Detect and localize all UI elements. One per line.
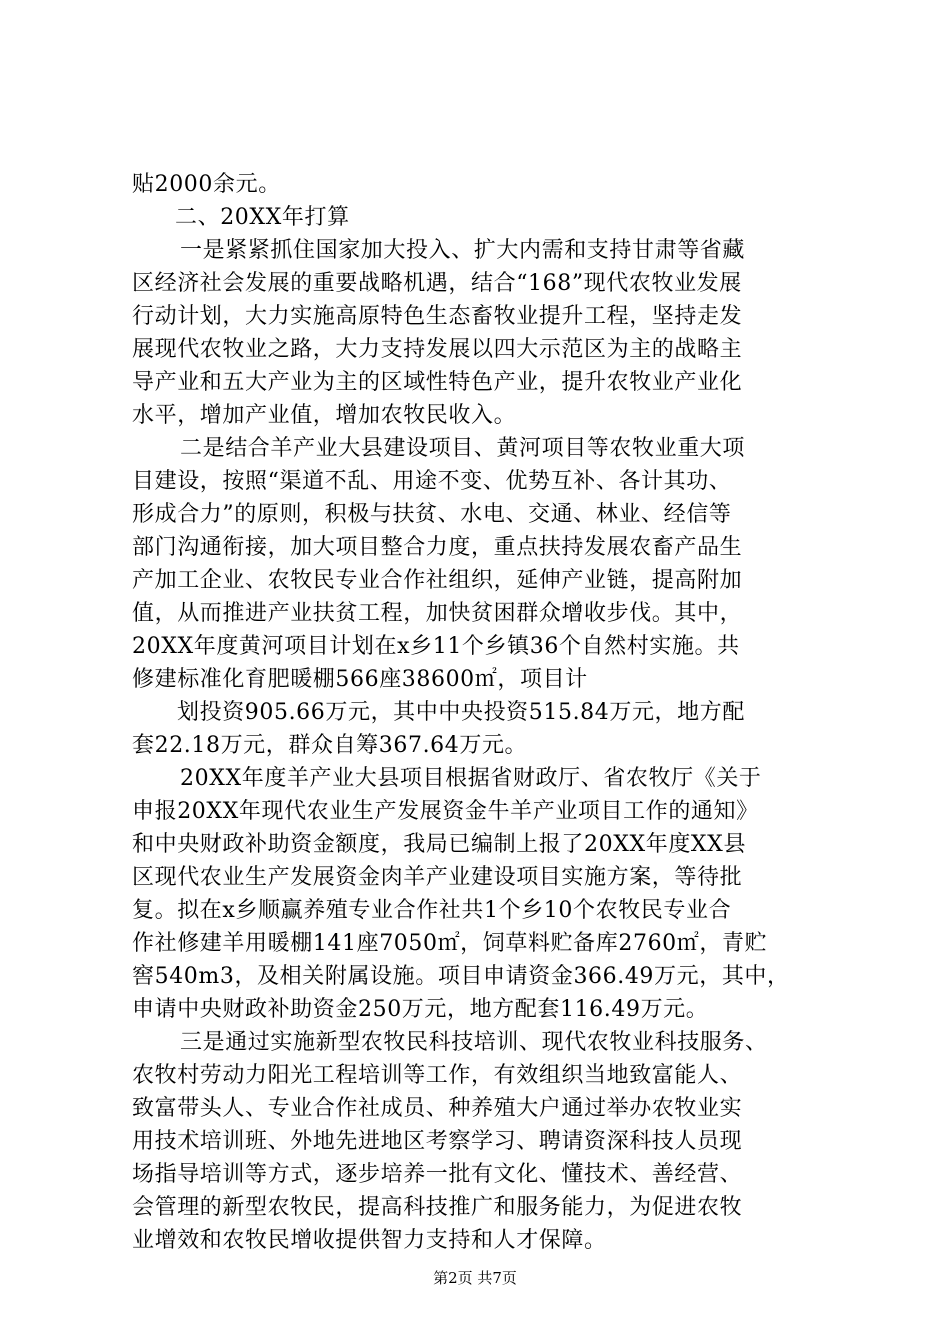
text-line: 产加工企业、农牧民专业合作社组织，延伸产业链，提高附加 <box>132 568 743 593</box>
text-line: 贴2000余元。 <box>132 172 281 197</box>
text-line: 一是紧紧抓住国家加大投入、扩大内需和支持甘肃等省藏 <box>180 238 746 263</box>
page-footer <box>0 1268 950 1288</box>
text-line: 窖540m3，及相关附属设施。项目申请资金366.49万元，其中， <box>132 964 790 989</box>
text-line: 行动计划，大力实施高原特色生态畜牧业提升工程，坚持走发 <box>132 304 743 329</box>
text-line: 值，从而推进产业扶贫工程，加快贫困群众增收步伐。其中， <box>132 601 743 626</box>
text-line: 20XX年度黄河项目计划在x乡11个乡镇36个自然村实施。共 <box>132 634 740 659</box>
text-line: 申请中央财政补助资金250万元，地方配套116.49万元。 <box>132 997 709 1022</box>
text-line: 场指导培训等方式，逐步培养一批有文化、懂技术、善经营、 <box>132 1162 743 1187</box>
text-line: 三是通过实施新型农牧民科技培训、现代农牧业科技服务、 <box>180 1030 768 1055</box>
text-line: 业增效和农牧民增收提供智力支持和人才保障。 <box>132 1228 607 1253</box>
text-line: 部门沟通衔接，加大项目整合力度，重点扶持发展农畜产品生 <box>132 535 743 560</box>
text-line: 划投资905.66万元，其中中央投资515.84万元，地方配 <box>177 700 745 725</box>
text-line: 修建标准化育肥暖棚566座38600㎡，项目计 <box>132 667 588 692</box>
section-heading: 二、20XX年打算 <box>175 205 350 230</box>
text-line: 目建设，按照“渠道不乱、用途不变、优势互补、各计其功、 <box>132 469 732 494</box>
text-line: 水平，增加产业值，增加农牧民收入。 <box>132 403 517 428</box>
text-line: 形成合力”的原则，积极与扶贫、水电、交通、林业、经信等 <box>132 502 732 527</box>
text-line: 用技术培训班、外地先进地区考察学习、聘请资深科技人员现 <box>132 1129 743 1154</box>
text-line: 申报20XX年现代农业生产发展资金牛羊产业项目工作的通知》 <box>132 799 759 824</box>
text-line: 会管理的新型农牧民，提高科技推广和服务能力，为促进农牧 <box>132 1195 743 1220</box>
text-line: 复。拟在x乡顺赢养殖专业合作社共1个乡10个农牧民专业合 <box>132 898 732 923</box>
text-line: 二是结合羊产业大县建设项目、黄河项目等农牧业重大项 <box>180 436 746 461</box>
text-line: 20XX年度羊产业大县项目根据省财政厅、省农牧厅《关于 <box>180 766 762 791</box>
text-line: 和中央财政补助资金额度，我局已编制上报了20XX年度XX县 <box>132 832 747 857</box>
text-line: 展现代农牧业之路，大力支持发展以四大示范区为主的战略主 <box>132 337 743 362</box>
text-line: 区现代农业生产发展资金肉羊产业建设项目实施方案，等待批 <box>132 865 743 890</box>
text-line: 致富带头人、专业合作社成员、种养殖大户通过举办农牧业实 <box>132 1096 743 1121</box>
text-line: 作社修建羊用暖棚141座7050㎡，饲草料贮备库2760㎡，青贮 <box>132 931 768 956</box>
text-line: 套22.18万元，群众自筹367.64万元。 <box>132 733 528 758</box>
text-line: 农牧村劳动力阳光工程培训等工作，有效组织当地致富能人、 <box>132 1063 743 1088</box>
text-line: 导产业和五大产业为主的区域性特色产业，提升农牧业产业化 <box>132 370 743 395</box>
text-line: 区经济社会发展的重要战略机遇，结合“168”现代农牧业发展 <box>132 271 742 296</box>
page-number: 第2页 共7页 <box>433 1269 517 1287</box>
